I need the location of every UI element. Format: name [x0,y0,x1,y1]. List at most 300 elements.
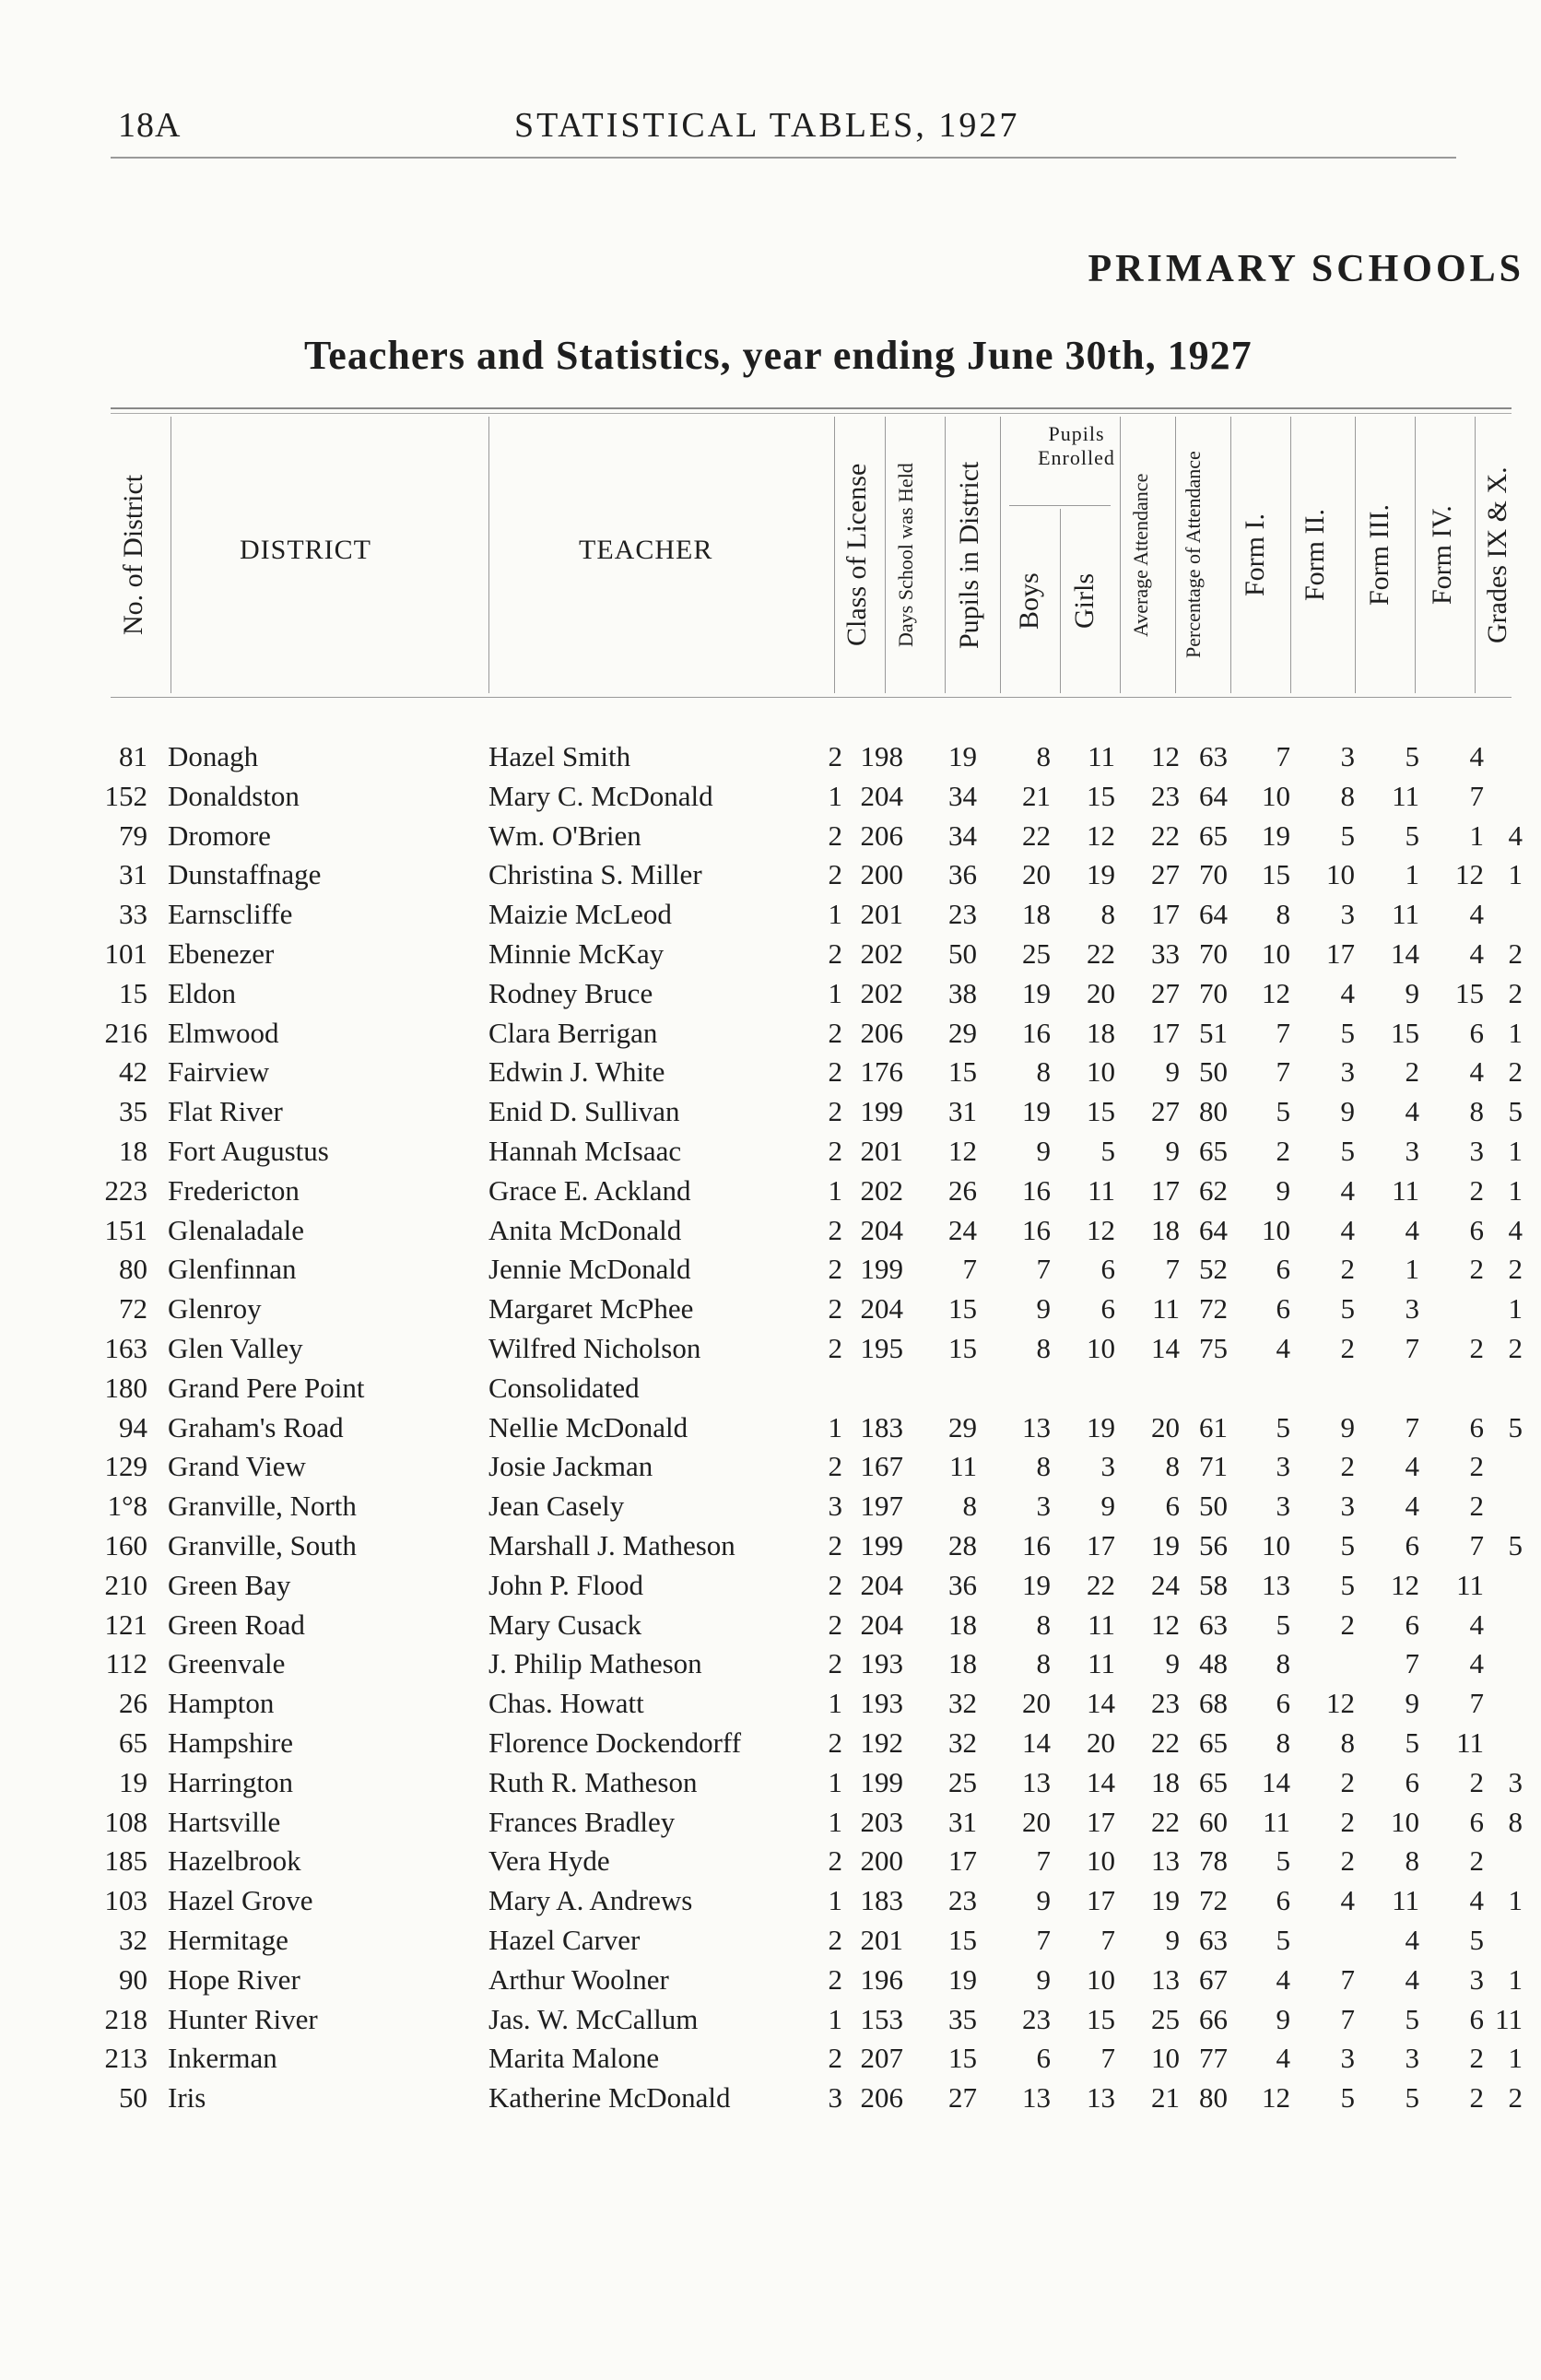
cell-g9: 3 [1508,1765,1523,1798]
cell-pct: 52 [1199,1253,1228,1286]
cell-g9: 1 [1508,2042,1523,2075]
cell-avg: 7 [1165,1253,1180,1286]
cell-days: 183 [860,1884,903,1917]
cell-no: 72 [119,1292,147,1325]
cell-days: 199 [860,1253,903,1286]
cell-cls: 2 [828,1016,842,1049]
cell-f4: 6 [1469,1016,1484,1049]
cell-boys: 8 [1036,1055,1051,1089]
cell-girls: 3 [1100,1450,1115,1483]
cell-days: 199 [860,1528,903,1561]
cell-f2: 17 [1326,937,1355,970]
cell-avg: 9 [1165,1647,1180,1680]
cell-f1: 5 [1276,1410,1290,1443]
cell-avg: 9 [1165,1134,1180,1167]
cell-f1: 9 [1276,1173,1290,1207]
cell-g9: 2 [1508,2081,1523,2115]
cell-f4: 7 [1469,779,1484,812]
cell-boys: 9 [1036,1962,1051,1996]
cell-pupils: 25 [948,1765,977,1798]
cell-days: 204 [860,1608,903,1641]
cell-f2: 9 [1340,1095,1355,1128]
cell-district: Dunstaffnage [168,858,322,891]
cell-days: 183 [860,1410,903,1443]
cell-f3: 3 [1405,1134,1419,1167]
cell-no: 50 [119,2081,147,2115]
cell-pupils: 12 [948,1134,977,1167]
cell-f1: 9 [1276,2002,1290,2035]
table-row [0,1684,1541,1724]
cell-teacher: Jean Casely [488,1490,625,1523]
cell-g9: 5 [1508,1528,1523,1561]
cell-cls: 3 [828,2081,842,2115]
cell-pct: 68 [1199,1687,1228,1720]
cell-no: 218 [104,2002,147,2035]
cell-avg: 14 [1151,1331,1180,1364]
cell-pupils: 18 [948,1608,977,1641]
header-divider [885,417,886,693]
cell-pct: 70 [1199,858,1228,891]
cell-g9: 2 [1508,1331,1523,1364]
cell-district: Grand View [168,1450,306,1483]
cell-pupils: 11 [949,1450,977,1483]
cell-pct: 65 [1199,1726,1228,1759]
cell-f3: 7 [1405,1331,1419,1364]
cell-f4: 6 [1469,1805,1484,1838]
header-divider [1175,417,1176,693]
cell-boys: 7 [1036,1253,1051,1286]
cell-f3: 1 [1405,858,1419,891]
cell-boys: 8 [1036,1450,1051,1483]
table-row [0,2000,1541,2040]
cell-f4: 2 [1469,1765,1484,1798]
cell-pupils: 31 [948,1095,977,1128]
cell-days: 201 [860,1923,903,1956]
cell-pupils: 8 [962,1490,977,1523]
cell-cls: 1 [828,1173,842,1207]
table-row [0,974,1541,1014]
cell-no: 31 [119,858,147,891]
cell-girls: 10 [1087,1331,1115,1364]
cell-f3: 5 [1405,819,1419,852]
cell-boys: 18 [1022,898,1051,931]
cell-cls: 2 [828,1568,842,1601]
cell-f1: 13 [1262,1568,1290,1601]
cell-days: 201 [860,1134,903,1167]
cell-cls: 2 [828,1213,842,1246]
cell-teacher: Enid D. Sullivan [488,1095,680,1128]
cell-avg: 24 [1151,1568,1180,1601]
header-average-attendance: Average Attendance [1129,473,1152,637]
cell-pct: 50 [1199,1055,1228,1089]
cell-district: Granville, South [168,1528,357,1561]
cell-boys: 22 [1022,819,1051,852]
cell-pct: 65 [1199,1765,1228,1798]
cell-pupils: 27 [948,2081,977,2115]
cell-days: 197 [860,1490,903,1523]
cell-boys: 8 [1036,1647,1051,1680]
cell-girls: 5 [1100,1134,1115,1167]
cell-girls: 11 [1088,740,1115,772]
cell-g9: 5 [1508,1410,1523,1443]
cell-pupils: 29 [948,1410,977,1443]
cell-f2: 9 [1340,1410,1355,1443]
cell-pupils: 18 [948,1647,977,1680]
cell-f1: 5 [1276,1095,1290,1128]
cell-pct: 56 [1199,1528,1228,1561]
cell-no: 79 [119,819,147,852]
header-no-of-district: No. of District [118,474,148,636]
cell-f1: 10 [1262,1528,1290,1561]
cell-f4: 2 [1469,1253,1484,1286]
cell-f4: 3 [1469,1962,1484,1996]
cell-f3: 15 [1391,1016,1419,1049]
cell-f1: 10 [1262,937,1290,970]
cell-boys: 16 [1022,1528,1051,1561]
cell-days: 203 [860,1805,903,1838]
table-row [0,1961,1541,2000]
cell-days: 202 [860,1173,903,1207]
cell-pupils: 15 [948,1292,977,1325]
cell-f2: 2 [1340,1765,1355,1798]
cell-days: 206 [860,819,903,852]
cell-girls: 11 [1088,1173,1115,1207]
cell-f3: 5 [1405,1726,1419,1759]
table-body [0,737,1541,2118]
cell-f4: 2 [1469,2081,1484,2115]
cell-f2: 2 [1340,1608,1355,1641]
cell-cls: 1 [828,779,842,812]
cell-f3: 4 [1405,1213,1419,1246]
cell-teacher: Jennie McDonald [488,1253,691,1286]
cell-g9: 2 [1508,1055,1523,1089]
cell-cls: 3 [828,1490,842,1523]
cell-girls: 19 [1087,1410,1115,1443]
cell-avg: 12 [1151,740,1180,772]
cell-district: Fredericton [168,1173,300,1207]
cell-f4: 2 [1469,1490,1484,1523]
cell-pct: 61 [1199,1410,1228,1443]
cell-f2: 5 [1340,2081,1355,2115]
header-boys: Boys [1014,572,1044,630]
cell-girls: 7 [1100,2042,1115,2075]
cell-f3: 7 [1405,1410,1419,1443]
cell-district: Glenaladale [168,1213,305,1246]
cell-girls: 10 [1087,1962,1115,1996]
cell-district: Green Road [168,1608,305,1641]
cell-no: 121 [104,1608,147,1641]
cell-district: Glen Valley [168,1331,303,1364]
cell-avg: 8 [1165,1450,1180,1483]
cell-avg: 22 [1151,819,1180,852]
cell-f4: 4 [1469,1647,1484,1680]
cell-district: Grand Pere Point [168,1371,365,1404]
table-row [0,1250,1541,1290]
cell-f2: 5 [1340,1134,1355,1167]
cell-f2: 4 [1340,1884,1355,1917]
cell-teacher: Christina S. Miller [488,858,702,891]
cell-girls: 22 [1087,937,1115,970]
cell-boys: 20 [1022,1805,1051,1838]
cell-district: Granville, North [168,1490,357,1523]
cell-f3: 5 [1405,2002,1419,2035]
cell-f2: 5 [1340,1016,1355,1049]
cell-teacher: Chas. Howatt [488,1687,644,1720]
cell-f3: 11 [1392,1884,1419,1917]
cell-pct: 72 [1199,1884,1228,1917]
cell-days: 193 [860,1647,903,1680]
cell-avg: 6 [1165,1490,1180,1523]
header-grades-9-10: Grades IX & X. [1482,466,1512,643]
cell-f2: 2 [1340,1805,1355,1838]
cell-teacher: Mary Cusack [488,1608,642,1641]
header-divider [1000,417,1001,693]
header-form-3: Form III. [1364,504,1394,606]
cell-f4: 12 [1455,858,1484,891]
cell-g9: 4 [1508,819,1523,852]
cell-f2: 4 [1340,1173,1355,1207]
table-row [0,1447,1541,1487]
cell-days: 153 [860,2002,903,2035]
header-divider [1120,417,1121,693]
cell-girls: 20 [1087,1726,1115,1759]
header-girls: Girls [1069,573,1100,629]
cell-f2: 4 [1340,1213,1355,1246]
cell-pct: 64 [1199,898,1228,931]
cell-no: 223 [104,1173,147,1207]
cell-teacher: Marshall J. Matheson [488,1528,735,1561]
cell-pct: 70 [1199,937,1228,970]
cell-f1: 14 [1262,1765,1290,1798]
cell-avg: 25 [1151,2002,1180,2035]
cell-girls: 10 [1087,1055,1115,1089]
cell-no: 185 [104,1844,147,1878]
table-row [0,1921,1541,1961]
cell-district: Graham's Road [168,1410,344,1443]
cell-g9: 2 [1508,976,1523,1009]
cell-cls: 2 [828,1962,842,1996]
cell-boys: 9 [1036,1134,1051,1167]
cell-f4: 3 [1469,1134,1484,1167]
cell-avg: 23 [1151,779,1180,812]
cell-no: 94 [119,1410,147,1443]
cell-pupils: 24 [948,1213,977,1246]
cell-district: Glenroy [168,1292,262,1325]
cell-boys: 19 [1022,1568,1051,1601]
cell-no: 160 [104,1528,147,1561]
cell-pct: 77 [1199,2042,1228,2075]
cell-g9: 1 [1508,1884,1523,1917]
cell-girls: 10 [1087,1844,1115,1878]
cell-cls: 1 [828,1884,842,1917]
cell-f1: 19 [1262,819,1290,852]
cell-teacher: Rodney Bruce [488,976,653,1009]
cell-f3: 5 [1405,2081,1419,2115]
header-class-of-license: Class of License [841,463,872,647]
cell-district: Hazel Grove [168,1884,313,1917]
cell-girls: 6 [1100,1253,1115,1286]
cell-f1: 12 [1262,976,1290,1009]
cell-f4: 2 [1469,1331,1484,1364]
cell-teacher: Mary A. Andrews [488,1884,693,1917]
cell-cls: 2 [828,1450,842,1483]
cell-teacher: Grace E. Ackland [488,1173,691,1207]
cell-boys: 6 [1036,2042,1051,2075]
cell-cls: 2 [828,1134,842,1167]
cell-no: 81 [119,740,147,772]
cell-f2: 12 [1326,1687,1355,1720]
cell-pct: 64 [1199,1213,1228,1246]
cell-f1: 7 [1276,1016,1290,1049]
cell-f1: 4 [1276,1331,1290,1364]
cell-f3: 5 [1405,740,1419,772]
cell-f3: 7 [1405,1647,1419,1680]
cell-teacher: Wm. O'Brien [488,819,641,852]
cell-days: 196 [860,1962,903,1996]
cell-f3: 2 [1405,1055,1419,1089]
table-row [0,777,1541,817]
cell-girls: 11 [1088,1647,1115,1680]
table-row [0,817,1541,856]
cell-pct: 51 [1199,1016,1228,1049]
cell-cls: 2 [828,1608,842,1641]
cell-pct: 65 [1199,1134,1228,1167]
cell-girls: 15 [1087,1095,1115,1128]
cell-girls: 6 [1100,1292,1115,1325]
cell-f3: 6 [1405,1528,1419,1561]
cell-no: 163 [104,1331,147,1364]
cell-f2: 8 [1340,779,1355,812]
table-row [0,1053,1541,1092]
table-row [0,855,1541,895]
cell-girls: 9 [1100,1490,1115,1523]
cell-days: 202 [860,937,903,970]
cell-no: 180 [104,1371,147,1404]
cell-avg: 9 [1165,1923,1180,1956]
cell-district: Flat River [168,1095,283,1128]
header-form-4: Form IV. [1427,505,1457,605]
cell-cls: 2 [828,1647,842,1680]
cell-teacher: Hazel Smith [488,740,631,772]
cell-cls: 1 [828,976,842,1009]
cell-pupils: 32 [948,1726,977,1759]
cell-f1: 12 [1262,2081,1290,2115]
cell-f4: 2 [1469,1173,1484,1207]
cell-avg: 27 [1151,1095,1180,1128]
cell-pupils: 15 [948,1055,977,1089]
cell-teacher: Hazel Carver [488,1923,641,1956]
cell-pupils: 35 [948,2002,977,2035]
cell-days: 200 [860,858,903,891]
cell-district: Donaldston [168,779,300,812]
table-subtitle: Teachers and Statistics, year ending June 30th, 1927 [304,333,1253,378]
table-row [0,1724,1541,1763]
cell-avg: 27 [1151,976,1180,1009]
cell-f4: 2 [1469,1844,1484,1878]
cell-avg: 11 [1152,1292,1180,1325]
cell-pct: 80 [1199,2081,1228,2115]
cell-pupils: 26 [948,1173,977,1207]
cell-avg: 22 [1151,1726,1180,1759]
cell-district: Hazelbrook [168,1844,301,1878]
cell-teacher: Margaret McPhee [488,1292,694,1325]
cell-f3: 11 [1392,779,1419,812]
cell-teacher: Anita McDonald [488,1213,682,1246]
cell-pupils: 19 [948,1962,977,1996]
cell-f4: 6 [1469,1410,1484,1443]
cell-cls: 1 [828,1805,842,1838]
cell-g9: 2 [1508,1253,1523,1286]
cell-f1: 15 [1262,858,1290,891]
cell-district: Donagh [168,740,259,772]
cell-pct: 66 [1199,2002,1228,2035]
cell-boys: 21 [1022,779,1051,812]
cell-district: Hampton [168,1687,275,1720]
cell-days: 206 [860,2081,903,2115]
table-row [0,1092,1541,1132]
cell-f4: 11 [1456,1726,1484,1759]
cell-teacher: Hannah McIsaac [488,1134,682,1167]
header-divider [945,417,946,693]
cell-f3: 9 [1405,1687,1419,1720]
cell-cls: 2 [828,1292,842,1325]
cell-f2: 7 [1340,2002,1355,2035]
cell-f4: 2 [1469,1450,1484,1483]
cell-pupils: 23 [948,1884,977,1917]
cell-f1: 6 [1276,1687,1290,1720]
cell-boys: 16 [1022,1016,1051,1049]
cell-district: Hampshire [168,1726,294,1759]
cell-boys: 9 [1036,1292,1051,1325]
cell-pupils: 15 [948,2042,977,2075]
cell-pupils: 23 [948,898,977,931]
cell-no: 151 [104,1213,147,1246]
cell-teacher: Katherine McDonald [488,2081,731,2115]
cell-days: 200 [860,1844,903,1878]
cell-district: Hope River [168,1962,300,1996]
cell-boys: 8 [1036,1331,1051,1364]
cell-boys: 13 [1022,1410,1051,1443]
cell-avg: 33 [1151,937,1180,970]
cell-no: 33 [119,898,147,931]
table-row [0,1566,1541,1606]
cell-f2: 2 [1340,1253,1355,1286]
table-row [0,1132,1541,1172]
cell-f4: 4 [1469,937,1484,970]
header-divider [1230,417,1231,693]
cell-avg: 27 [1151,858,1180,891]
table-header [0,417,1541,693]
cell-f3: 4 [1405,1490,1419,1523]
header-teacher: TEACHER [579,535,713,565]
cell-district: Harrington [168,1765,294,1798]
cell-cls: 2 [828,937,842,970]
cell-pupils: 29 [948,1016,977,1049]
cell-no: 112 [105,1647,147,1680]
table-row [0,2039,1541,2079]
cell-teacher: Mary C. McDonald [488,779,713,812]
cell-f1: 5 [1276,1844,1290,1878]
page-number: 18A [118,106,182,145]
cell-no: 32 [119,1923,147,1956]
cell-teacher: John P. Flood [488,1568,643,1601]
cell-no: 35 [119,1095,147,1128]
cell-girls: 14 [1087,1687,1115,1720]
cell-days: 176 [860,1055,903,1089]
cell-teacher: Clara Berrigan [488,1016,658,1049]
cell-no: 108 [104,1805,147,1838]
cell-f1: 7 [1276,740,1290,772]
